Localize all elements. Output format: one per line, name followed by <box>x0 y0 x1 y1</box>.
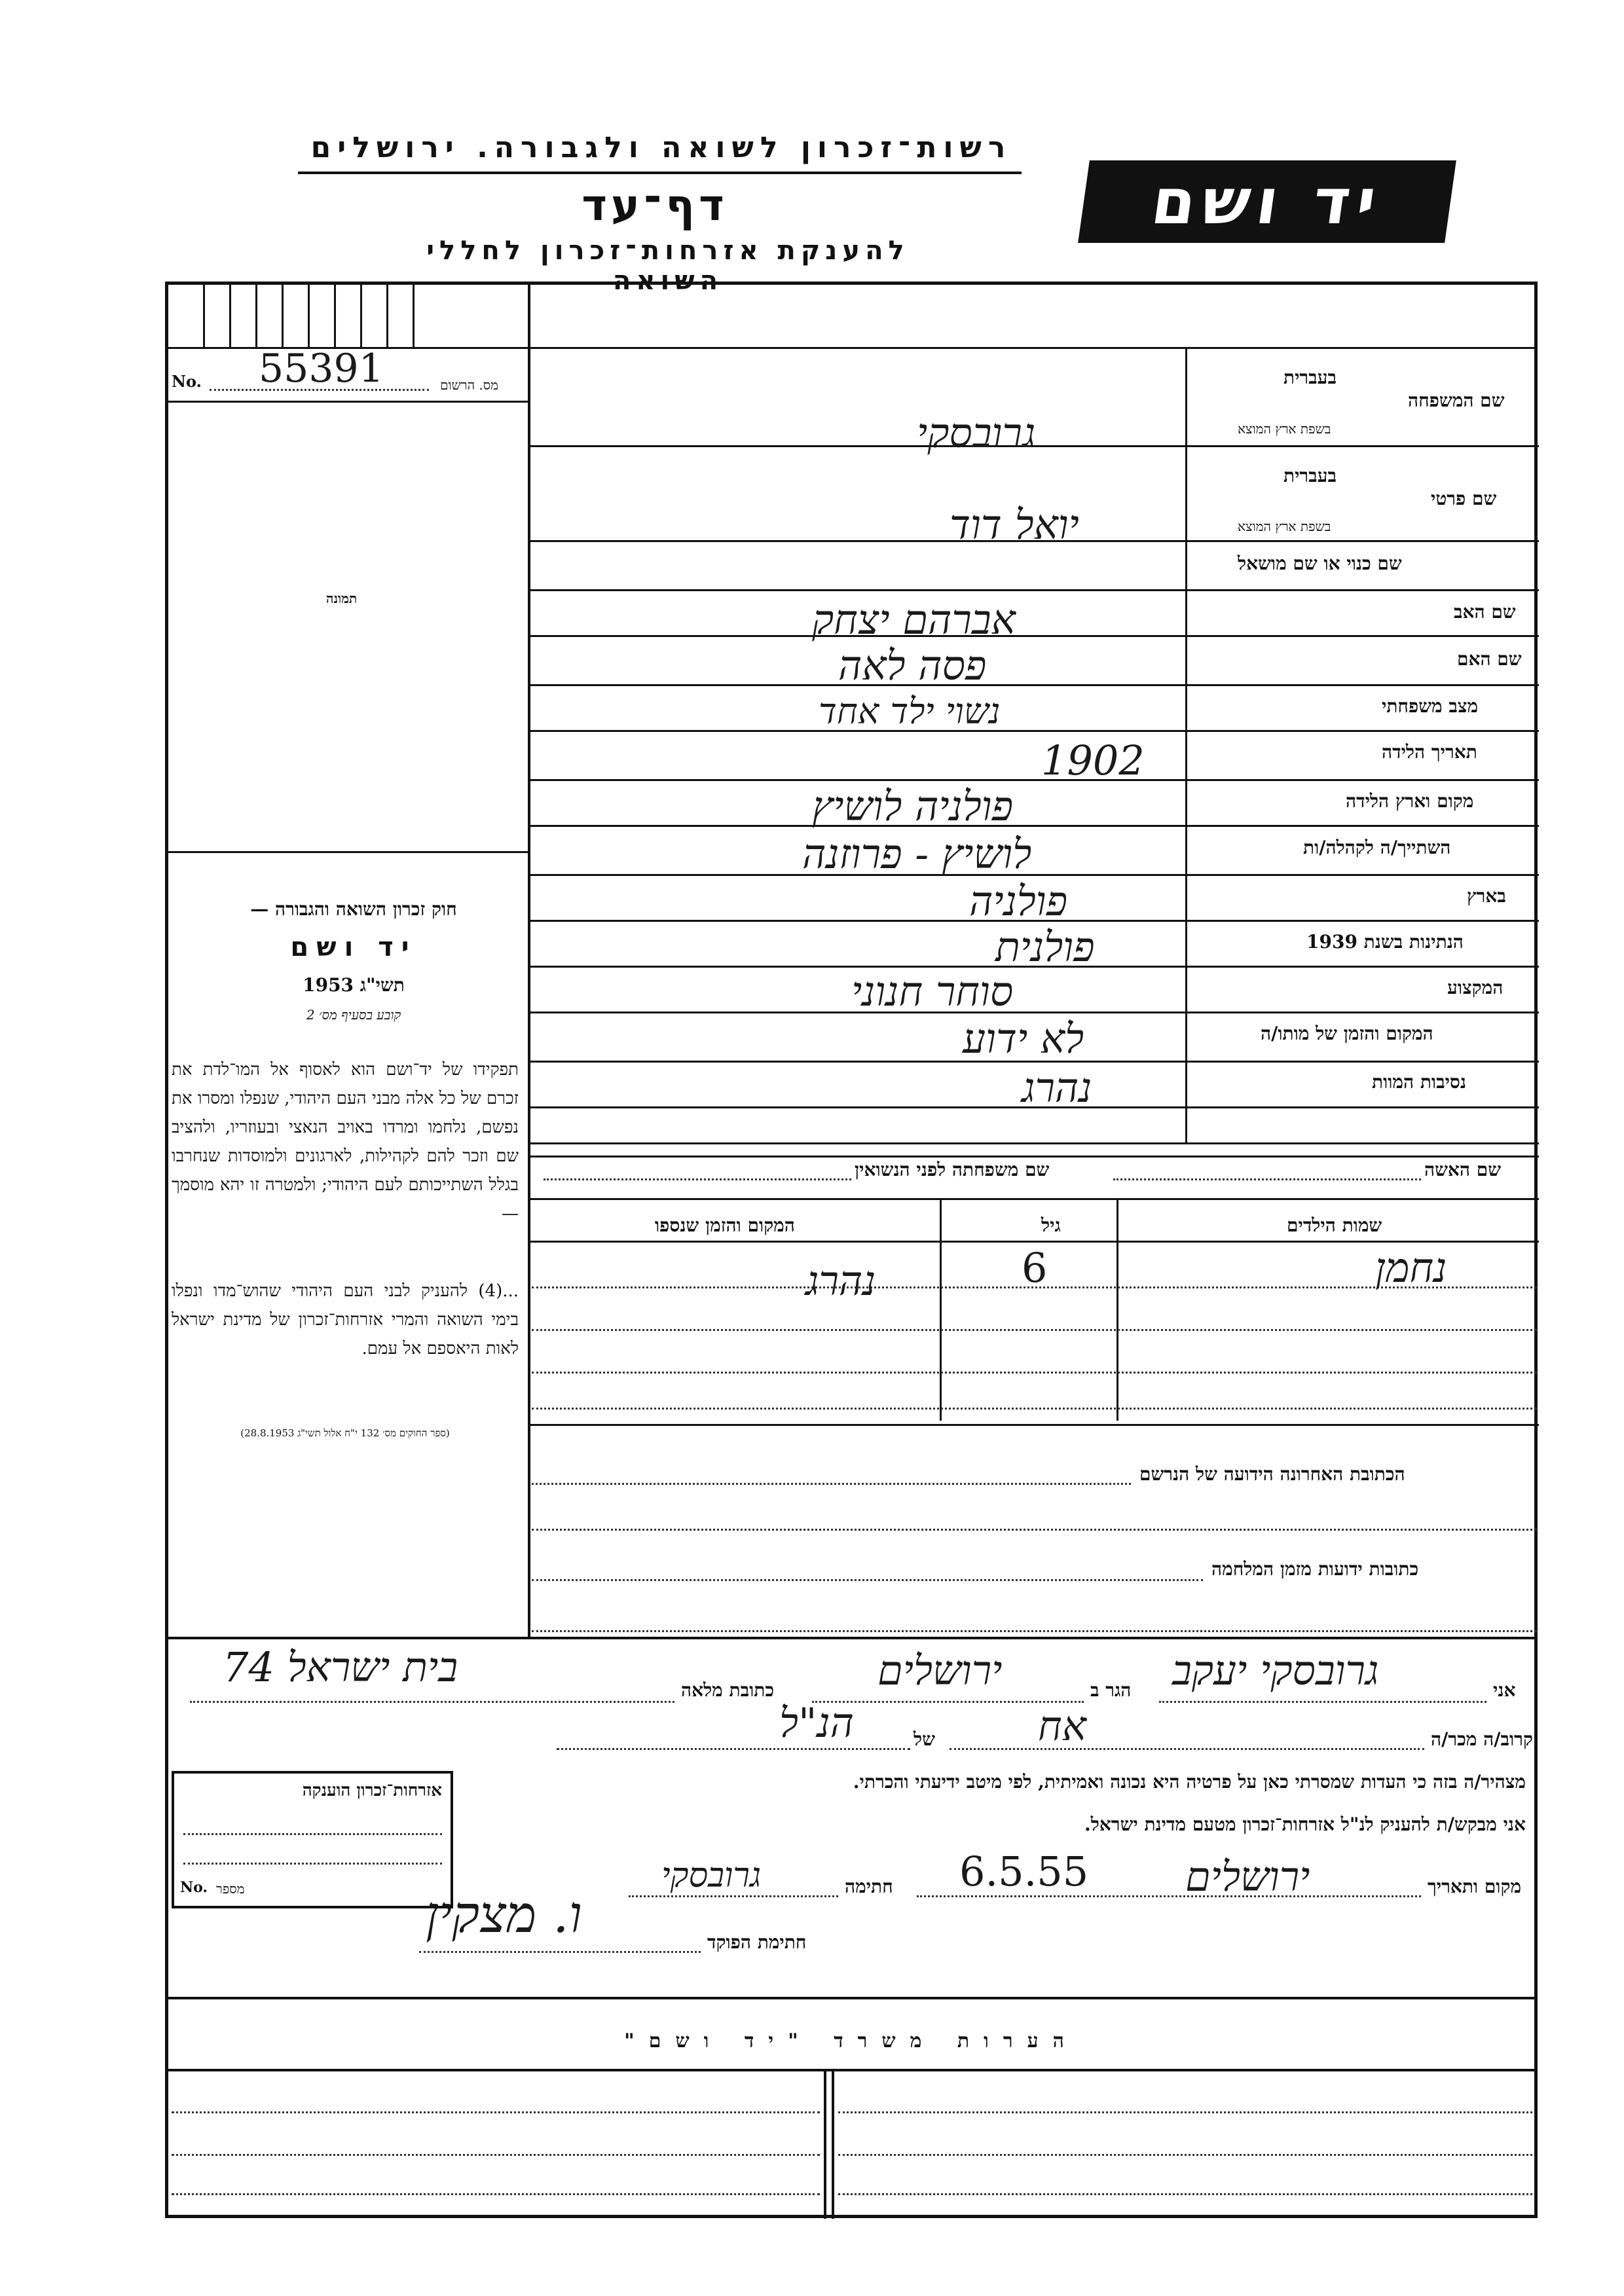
office-notes-line <box>838 2154 1532 2156</box>
family-name-value: גרובסקי <box>917 409 1036 457</box>
first-name-hebrew-label: בעברית <box>1283 465 1337 486</box>
children-place-header: המקום והזמן שנספו <box>655 1214 795 1236</box>
value-column-left <box>528 347 530 354</box>
community-value: לושיץ - פרוזנה <box>802 830 1032 878</box>
country-label: בארץ <box>1467 885 1506 907</box>
registration-no-label: No. <box>172 372 202 391</box>
relation-line <box>950 1748 1424 1750</box>
marital-status-label: מצב משפחתי <box>1382 695 1479 717</box>
wife-name-label: שם האשה <box>1424 1159 1502 1180</box>
relation-of-label: של <box>913 1728 935 1750</box>
citizenship-no-he-label: מספר <box>216 1881 245 1897</box>
birthplace-value: פולניה לושיץ <box>812 782 1014 830</box>
declarant-address-line <box>190 1701 674 1703</box>
top-tick <box>413 282 415 347</box>
wife-row-bottom <box>530 1198 1539 1200</box>
first-name-origin-label: בשפת ארץ המוצא <box>1238 519 1331 534</box>
office-notes-divider <box>832 2071 834 2219</box>
signature-line <box>629 1895 838 1897</box>
citizenship-granted-title: אזרחות־זכרון הוענקה <box>302 1781 442 1800</box>
children-row-line <box>532 1329 1537 1331</box>
child-name-value: נחמן <box>1375 1244 1447 1292</box>
law-title: חוק זכרון השואה והגבורה — <box>250 898 457 920</box>
photo-label: תמונה <box>326 591 358 606</box>
law-clause: קובע בסעיף מס׳ 2 <box>306 1007 401 1023</box>
registration-no-value: 55391 <box>259 346 384 392</box>
top-tick <box>360 282 362 347</box>
birthdate-label: תאריך הלידה <box>1382 741 1477 763</box>
declarant-name-line <box>1159 1701 1486 1703</box>
top-tick <box>203 282 205 347</box>
profession-value: סוחר חנוני <box>851 968 1014 1015</box>
office-notes-divider <box>824 2071 826 2219</box>
office-notes-line <box>838 2193 1532 2195</box>
row-separator <box>530 684 1539 686</box>
father-label: שם האב <box>1454 601 1516 623</box>
death-circumstances-label: נסיבות המוות <box>1372 1071 1466 1093</box>
date-value: 6.5.55 <box>959 1848 1089 1895</box>
authority-heading: רשות־זכרון לשואה ולגבורה. ירושלים <box>310 131 1012 164</box>
child-age-value: 6 <box>1022 1244 1048 1292</box>
family-name-label: שם המשפחה <box>1408 390 1505 411</box>
wife-row-top <box>530 1156 1539 1157</box>
war-addresses-label: כתובות ידועות מזמן המלחמה <box>1211 1558 1419 1580</box>
children-header-bottom <box>530 1241 1539 1243</box>
mother-label: שם האם <box>1457 648 1522 670</box>
wife-maiden-name-label: שם משפחתה לפני הנשואין <box>855 1159 1050 1180</box>
officer-signature: ו. מצקין <box>426 1886 582 1944</box>
profession-label: המקצוע <box>1447 977 1504 998</box>
yad-vashem-logo: יד ושם <box>1078 160 1456 243</box>
mother-value: פסה לאה <box>838 642 987 689</box>
law-year: תשי"ג 1953 <box>303 974 405 996</box>
left-column-divider <box>528 282 530 1637</box>
registration-no-he-label: מס. הרשום <box>440 377 499 393</box>
row-separator <box>530 1142 1539 1144</box>
row-separator <box>530 825 1539 827</box>
first-name-label: שם פרטי <box>1431 488 1497 509</box>
relation-of-value: הנ"ל <box>779 1699 855 1747</box>
citizenship-1939-value: פולנית <box>995 923 1095 971</box>
photo-box-bottom <box>165 851 529 853</box>
top-tick <box>255 282 257 347</box>
office-notes-line <box>838 2111 1532 2113</box>
wife-name-line <box>1113 1178 1421 1180</box>
last-address-line-2 <box>532 1529 1537 1531</box>
declaration-text: מצהיר/ה בזה כי העדות שמסרתי כאן על פרטיה היא נכונה ואמיתית, לפי מיטב ידיעתי והכרתי. <box>853 1771 1526 1793</box>
top-tick <box>308 282 310 347</box>
family-name-hebrew-label: בעברית <box>1283 367 1337 388</box>
children-row-line <box>532 1372 1537 1374</box>
row-separator <box>530 635 1539 637</box>
row-separator <box>530 589 1539 591</box>
office-notes-line <box>172 2154 820 2156</box>
law-paragraph-2: ...(4) להעניק לבני העם היהודי שהוש־מדו ונפלו בימי השואה והמרי אזרחות־זכרון של מדינת ישראל לאות היאספם אל עמם. <box>172 1281 519 1358</box>
first-name-value: יואל דוד <box>950 501 1079 549</box>
war-address-line-2 <box>532 1630 1537 1632</box>
row-separator <box>530 779 1539 781</box>
community-label: השתייך/ה לקהלה/ות <box>1303 837 1451 858</box>
form-title: דף־עד <box>581 180 728 230</box>
declarant-address-value: בית ישראל 74 <box>223 1643 458 1691</box>
declarant-ani-label: אני <box>1493 1679 1516 1701</box>
authority-underline <box>298 172 1022 174</box>
office-notes-line <box>172 2111 820 2113</box>
citizenship-box-line <box>183 1863 442 1865</box>
war-address-line-1 <box>532 1579 1203 1581</box>
place-date-line <box>917 1895 1421 1897</box>
top-tick <box>282 282 284 347</box>
declarant-resident-label: הגר ב <box>1090 1679 1132 1701</box>
officer-signature-label: חתימת הפוקד <box>707 1931 807 1953</box>
children-table-bottom <box>530 1424 1539 1426</box>
birthplace-label: מקום וארץ הלידה <box>1346 790 1474 812</box>
children-age-header: גיל <box>1041 1214 1061 1236</box>
citizenship-box-line <box>183 1833 442 1835</box>
registration-row-bottom <box>165 401 529 403</box>
death-place-time-value: לא ידוע <box>963 1015 1084 1063</box>
last-address-line-1 <box>532 1483 1131 1485</box>
children-col-divider <box>940 1198 942 1421</box>
relation-label: קרוב/ה מכר/ה <box>1431 1728 1533 1750</box>
child-place-value: נהרג <box>805 1257 876 1305</box>
country-value: פולניה <box>969 877 1068 925</box>
declarant-address-label: כתובת מלאה <box>681 1679 775 1701</box>
officer-signature-line <box>419 1951 701 1953</box>
citizenship-1939-label: הנתינות בשנת 1939 <box>1306 931 1464 953</box>
addresses-section-bottom <box>165 1637 1538 1639</box>
place-value: ירושלים <box>1185 1853 1310 1901</box>
law-name: יד ושם <box>290 932 417 962</box>
row-separator <box>530 730 1539 732</box>
form-subtitle: להענקת אזרחות־זכרון לחללי השואה <box>426 236 910 296</box>
children-row-line <box>532 1408 1537 1410</box>
signature-label: חתימה <box>845 1876 893 1897</box>
office-notes-line <box>172 2193 820 2195</box>
declarant-resident-value: ירושלים <box>877 1647 1003 1694</box>
marital-status-value: נשוי ילד אחד <box>819 691 1001 732</box>
citizenship-no-label: No. <box>180 1879 208 1896</box>
death-place-time-label: המקום והזמן של מותו/ה <box>1261 1023 1433 1044</box>
children-col-divider <box>1116 1198 1118 1421</box>
row-separator <box>530 1011 1539 1013</box>
office-notes-rule <box>165 2069 1538 2071</box>
family-name-origin-label: בשפת ארץ המוצא <box>1238 421 1331 437</box>
office-notes-title: הערות משרד "יד ושם" <box>624 2030 1079 2052</box>
law-citation: (ספר החוקים מס׳ 132 י"ח אלול תשי"ג 28.8.1953) <box>240 1427 450 1439</box>
top-tick <box>229 282 231 347</box>
birthdate-value: 1902 <box>1041 737 1145 784</box>
row-separator <box>530 874 1539 876</box>
place-date-label: מקום ותאריך <box>1428 1876 1522 1897</box>
children-names-header: שמות הילדים <box>1287 1214 1382 1236</box>
father-value: אברהם יצחק <box>812 596 1016 644</box>
nickname-label: שם כנוי או שם מושאל <box>1238 553 1402 574</box>
office-notes-top <box>165 1997 1538 1999</box>
declarant-name-value: גרובסקי יעקב <box>1172 1647 1379 1694</box>
top-tick <box>334 282 336 347</box>
last-address-label: הכתובת האחרונה הידועה של הנרשם <box>1139 1463 1405 1485</box>
request-text: אני מבקש/ת להעניק לנ"ל אזרחות־זכרון מטעם מדינת ישראל. <box>1084 1813 1526 1835</box>
label-column-divider <box>1185 347 1187 1142</box>
declarant-signature: גרובסקי <box>661 1856 762 1895</box>
relation-value: אח <box>1038 1702 1086 1750</box>
death-circumstances-value: נהרג <box>1022 1064 1092 1112</box>
law-paragraph-1: תפקידו של יד־ושם הוא לאסוף אל המו־לדת את זכרם של כל אלה מבני העם היהודי, שנפלו ומסרו את נפשם, נלחמו ומרדו באויב הנאצי ובעוזריו, ולהציב שם וזכר להם לקהילות, לארגונים ולמוסדות שנחרבו בגלל השתייכותם לעם היהודי; ולמטרה זו יהא מוסמך — <box>172 1060 519 1224</box>
relation-of-line <box>557 1748 910 1750</box>
wife-maiden-line <box>544 1178 851 1180</box>
top-tick <box>386 282 388 347</box>
